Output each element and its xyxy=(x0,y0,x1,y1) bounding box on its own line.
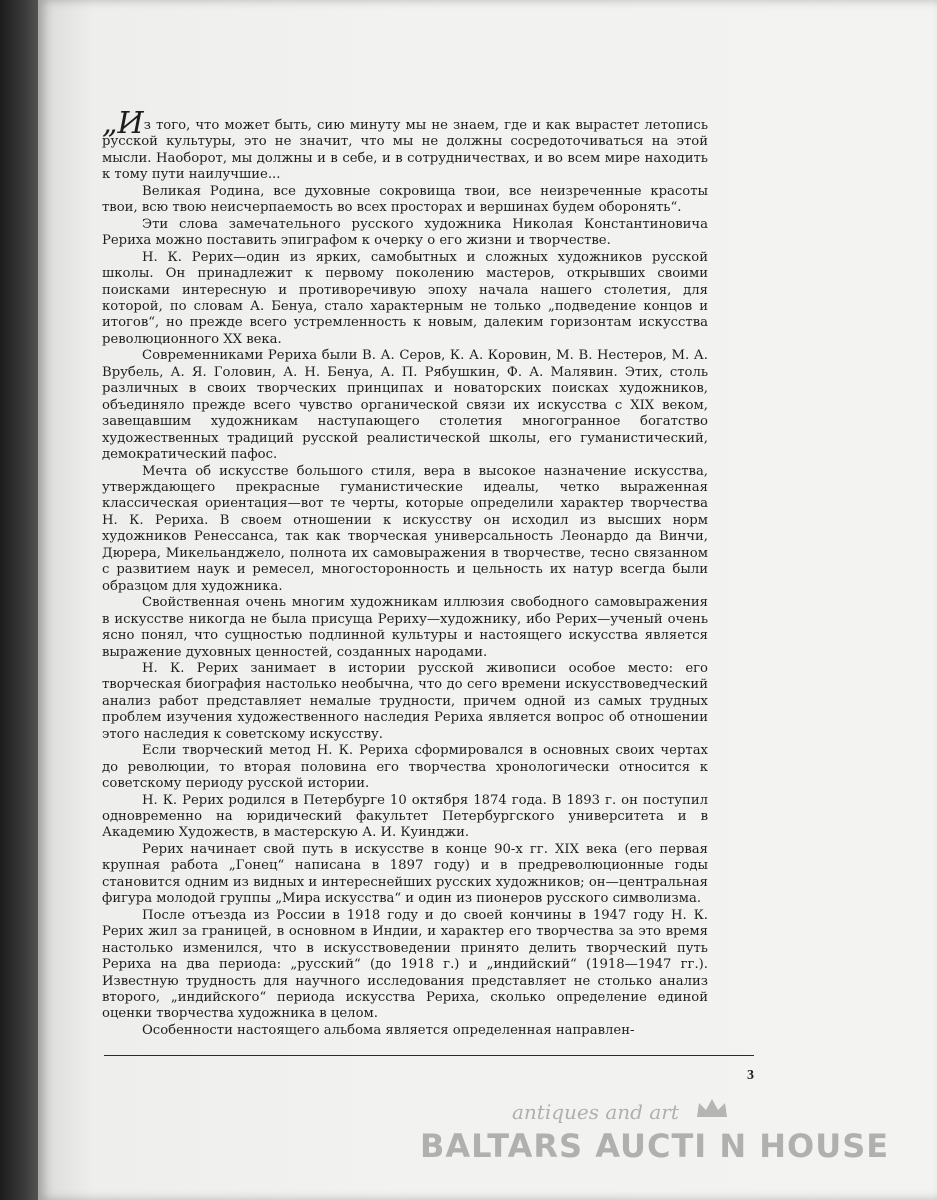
paragraph: Свойственная очень многим художникам иллюзия свободного самовыражения в искусстве никогда не была присуща Рериху—художнику, ибо Рерих—ученый очень ясно понял, что сущностью подлинной культуры и настоящего искусства является выражение духовных ценностей, созданных народами. xyxy=(102,595,708,660)
paragraph: Если творческий метод Н. К. Рериха сформировался в основных своих чертах до революции, то вторая половина его творчества хронологически относится к советскому периоду русской истории. xyxy=(102,743,708,792)
footer-rule xyxy=(104,1055,754,1056)
dropcap: „И xyxy=(102,106,144,141)
page-number: 3 xyxy=(747,1068,754,1083)
paragraph: Н. К. Рерих—один из ярких, самобытных и сложных художников русской школы. Он принадлежит к первому поколению мастеров, открывших своими поисками интересную и противоречивую эпоху начала нашего столетия, для которой, по словам А. Бенуа, стало характерным не только „подведение концов и итогов“, но прежде всего устремленность к новым, далеким горизонтам искусства революционного XX века. xyxy=(102,249,708,347)
paragraph: Мечта об искусстве большого стиля, вера в высокое назначение искусства, утверждающего прекрасные гуманистические идеалы, четко выраженная классическая ориентация—вот те черты, которые определили характер творчества Н. К. Рериха. В своем отношении к искусству он исходил из высших норм художников Ренессанса, так как творческая универсальность Леонардо да Винчи, Дюрера, Микельанджело, полнота их самовыражения в творчестве, тесно связанном с развитием наук и ремесел, многосторонность и цельность их натур всегда были образцом для художника. xyxy=(102,463,708,594)
paragraph: Великая Родина, все духовные сокровища твои, все неизреченные красоты твои, всю твою неисчерпаемость во всех просторах и вершинах будем оборонять“. xyxy=(102,183,708,216)
crown-icon xyxy=(695,1097,729,1119)
paragraph: После отъезда из России в 1918 году и до своей кончины в 1947 году Н. К. Рерих жил за границей, в основном в Индии, и характер его творчества за это время настолько изменился, что в искусствоведении принято делить творческий путь Рериха на два периода: „русский“ (до 1918 г.) и „индийский“ (1918—1947 гг.). Известную трудность для научного исследования представляет не столько анализ второго, „индийского“ периода искусства Рериха, сколько определение единой оценки творчества художника в целом. xyxy=(102,907,708,1022)
epigraph-lead-text: з того, что может быть, сию минуту мы не знаем, где и как вырастет летопись русской культуры, это не значит, что мы не должны сосредоточиваться на этой мысли. Наоборот, мы должны и в себе, и в сотрудничествах, и во всем мире находить к тому пути наилучшие... xyxy=(102,118,708,183)
article-text xyxy=(102,106,708,1039)
paragraph: Особенности настоящего альбома является определенная направлен- xyxy=(142,1022,635,1038)
watermark-tagline: antiques and art xyxy=(512,1100,679,1124)
paragraph: Н. К. Рерих занимает в истории русской живописи особое место: его творческая биография настолько необычна, что до сего времени искусствоведческий анализ работ представляет немалые трудности, причем одной из самых трудных проблем изучения художественного наследия Рериха является вопрос об отношении этого наследия к советскому искусству. xyxy=(102,660,708,742)
epigraph-lead xyxy=(102,106,708,184)
paragraph: Эти слова замечательного русского художника Николая Константиновича Рериха можно поставить эпиграфом к очерку о его жизни и творчестве. xyxy=(102,216,708,249)
paragraph: Рерих начинает свой путь в искусстве в конце 90-х гг. XIX века (его первая крупная работа „Гонец“ написана в 1897 году) и в предреволюционные годы становится одним из видных и интереснейших русских художников; он—центральная фигура молодой группы „Мира искусства“ и один из пионеров русского символизма. xyxy=(102,841,708,907)
watermark-brand: BALTARS AUCTI N HOUSE xyxy=(420,1127,890,1165)
paragraph: Современниками Рериха были В. А. Серов, К. А. Коровин, М. В. Нестеров, М. А. Врубель, А. Я. Головин, А. Н. Бенуа, А. П. Рябушкин, Ф. А. Малявин. Этих, столь различных в своих творческих принципах и новаторских поисках художников, объединяло прежде всего чувство органической связи их искусства с XIX веком, завещавшим художникам наступающего столетия многогранное богатство художественных традиций русской реалистической школы, его гуманистический, демократический пафос. xyxy=(102,348,708,463)
paragraph: Н. К. Рерих родился в Петербурге 10 октября 1874 года. В 1893 г. он поступил одновременно на юридический факультет Петербургского университета и в Академию Художеств, в мастерскую А. И. Куинджи. xyxy=(102,792,708,841)
